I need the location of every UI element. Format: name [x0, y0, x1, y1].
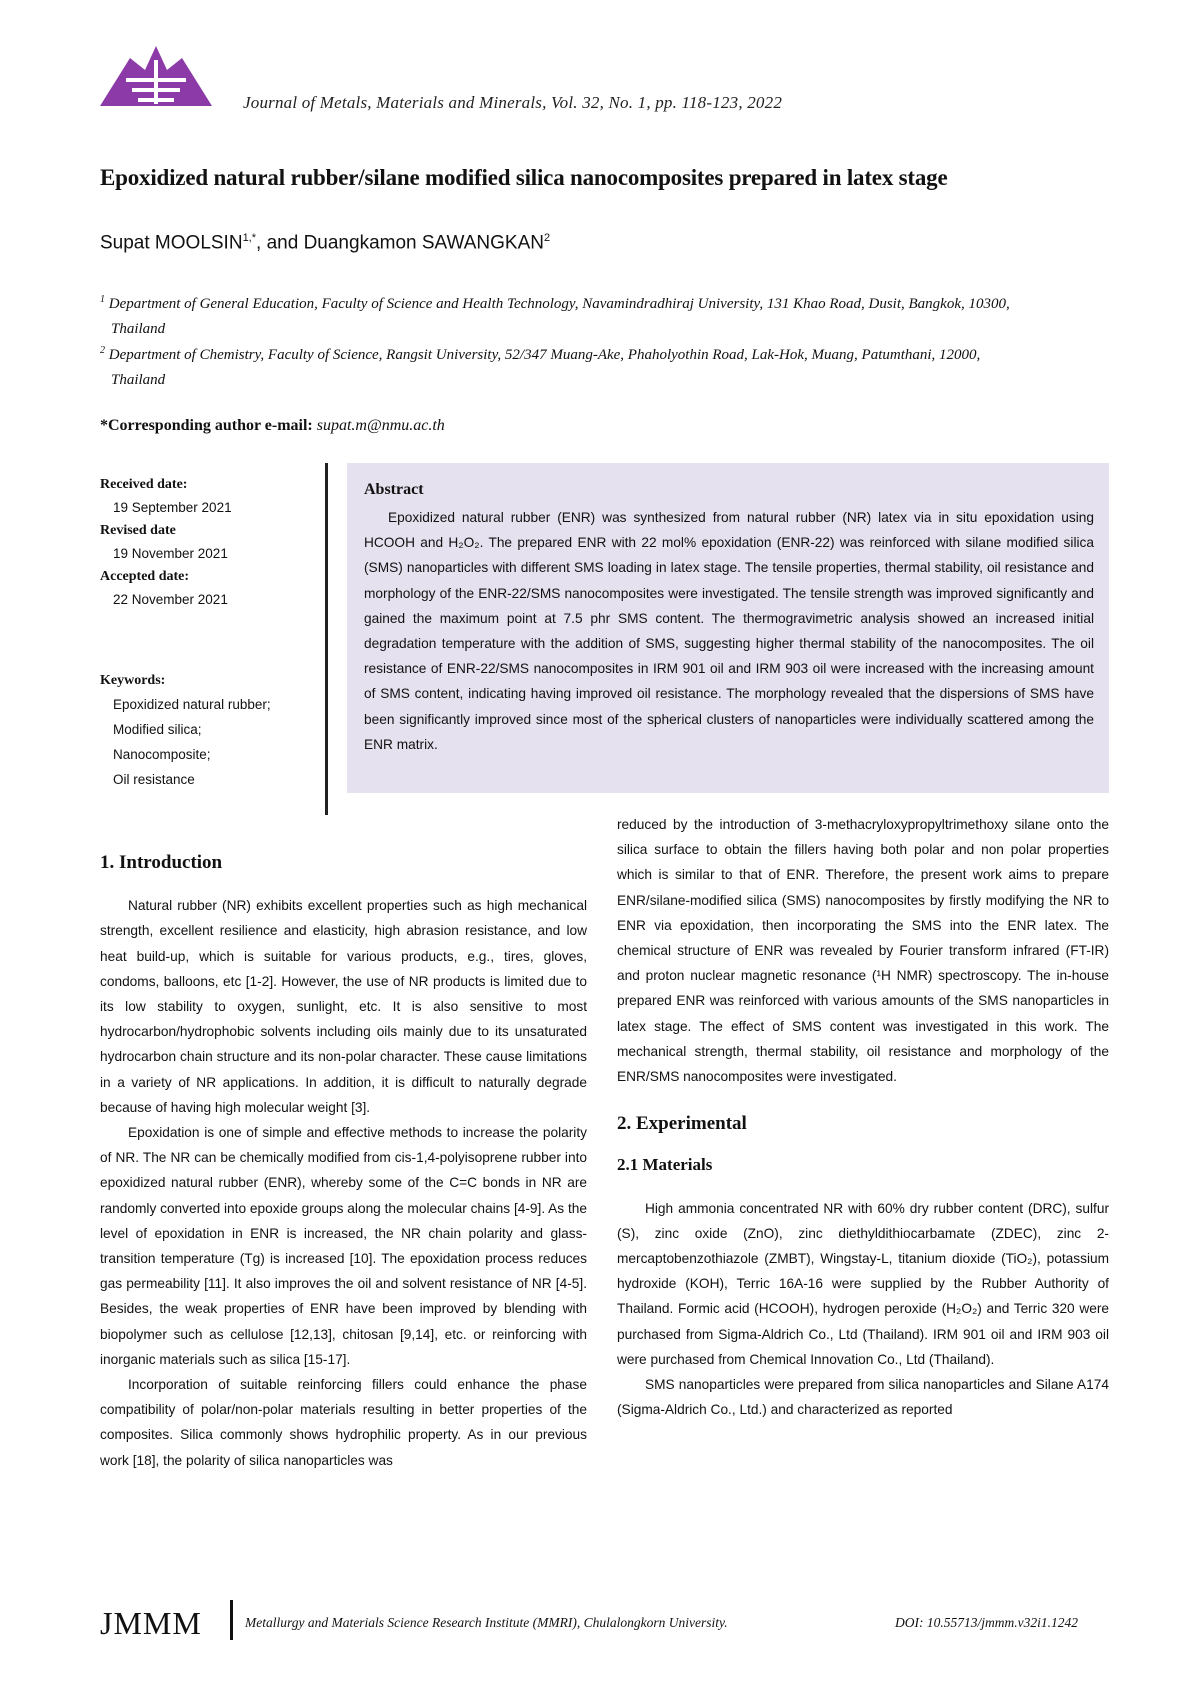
body-paragraph: Natural rubber (NR) exhibits excellent properties such as high mechanical strength, excellent resilience and elasticity, high abrasion resistance, and low heat build-up, which is suitable for various products, e.g., tires, gloves, condoms, balloons, etc [1-2]. However, the use of NR products is limited due to its low stability to oxygen, sunlight, etc. It is also sensitive to most hydrocarbon/hydrophobic solvents including oils mainly due to its unsaturated hydrocarbon chain structure and its non-polar character. These cause limitations in a variety of NR applications. In addition, it is difficult to naturally degrade because of having high molecular weight [3]. [100, 898, 587, 1115]
author-separator: , and [256, 232, 304, 254]
affiliation: $^2$ Department of Chemistry, Faculty of Science, Rangsit University, 52/347 Muang-Ake, Phaholyothin Road, Lak-Hok, Muang, Patumthani, 12000, Thailand [100, 345, 981, 388]
footer-institute: Metallurgy and Materials Science Research Institute (MMRI), Chulalongkorn University. [245, 1615, 728, 1630]
body-paragraph: Epoxidation is one of simple and effective methods to increase the polarity of NR. The NR can be chemically modified from cis-1,4-polyisoprene rubber into epoxidized natural rubber (ENR), whereby some of the C=C bonds in NR are randomly converted into epoxide groups along the molecular chains [4-9]. As the level of epoxidation in ENR is increased, the NR chain polarity and glass-transition temperature (Tg) is increased [10]. The epoxidation process reduces gas permeability [11]. It also improves the oil and solvent resistance of NR [4-5]. Besides, the weak properties of ENR have been improved by blending with biopolymer such as cellulose [12,13], chitosan [9,14], etc. or reinforcing with inorganic materials such as silica [15-17]. [100, 1125, 587, 1367]
author-list [100, 232, 550, 254]
corresponding-author: *Corresponding author e-mail: supat.m@nmu.ac.th [100, 417, 445, 434]
abstract-box [347, 463, 1109, 793]
accepted-label: Accepted date: [100, 569, 190, 584]
keyword-item: Epoxidized natural rubber; [113, 697, 271, 712]
keywords [100, 670, 310, 792]
footer-divider [230, 1600, 233, 1640]
footer-brand: JMMM [100, 1605, 202, 1641]
body-paragraph: Incorporation of suitable reinforcing fillers could enhance the phase compatibility of polar/non-polar materials resulting in better properties of the composites. Silica commonly shows hydrophilic property. As in our previous work [18], the polarity of silica nanoparticles was [100, 1377, 587, 1468]
affiliation: $^1$ Department of General Education, Faculty of Science and Health Technology, Navamindradhiraj University, 131 Khao Road, Dusit, Bangkok, 10300, Thailand [100, 294, 1010, 337]
body-right-column [617, 812, 1109, 1422]
keyword-item: Modified silica; [113, 722, 202, 737]
body-paragraph: SMS nanoparticles were prepared from silica nanoparticles and Silane A174 (Sigma-Aldrich Co., Ltd.) and characterized as reported [617, 1377, 1109, 1418]
accepted-date: 22 November 2021 [113, 592, 228, 607]
author-name: Duangkamon SAWANGKAN [303, 232, 544, 254]
journal-logo [100, 40, 212, 114]
article-title: Epoxidized natural rubber/silane modified silica nanocomposites prepared in latex stage [100, 165, 948, 190]
body-paragraph: High ammonia concentrated NR with 60% dry rubber content (DRC), sulfur (S), zinc oxide (ZnO), zinc diethyldithiocarbamate (ZDEC), zinc 2-mercaptobenzothiazole (ZMBT), Wingstay-L, titanium dioxide (TiO₂), potassium hydroxide (KOH), Terric 16A-16 were supplied by the Rubber Authority of Thailand. Formic acid (HCOOH), hydrogen peroxide (H₂O₂) and Terric 320 were purchased from Sigma-Aldrich Co., Ltd (Thailand). IRM 901 oil and IRM 903 oil were purchased from Chemical Innovation Co., Ltd (Thailand). [617, 1200, 1109, 1367]
received-date: 19 September 2021 [113, 500, 232, 515]
keywords-label: Keywords: [100, 673, 166, 688]
article-dates [100, 474, 310, 612]
revised-label: Revised date [100, 523, 176, 538]
body-paragraph: reduced by the introduction of 3-methacryloxypropyltrimethoxy silane onto the silica surface to obtain the fillers having both polar and non polar properties which is similar to that of ENR. Therefore, the present work aims to prepare ENR/silane-modified silica (SMS) nanocomposites by firstly modifying the NR to ENR via epoxidation, then incorporating the SMS into the ENR latex. The chemical structure of ENR was revealed by Fourier transform infrared (FT-IR) and proton nuclear magnetic resonance (¹H NMR) spectroscopy. The in-house prepared ENR was reinforced with various amounts of the SMS nanoparticles in latex stage. The effect of SMS content was investigated in this work. The mechanical strength, thermal stability, oil resistance and morphology of the ENR/SMS nanocomposites were investigated. [617, 817, 1109, 1085]
subsection-heading: 2.1 Materials [617, 1155, 713, 1175]
revised-date: 19 November 2021 [113, 546, 228, 561]
footer-doi[interactable]: DOI: 10.55713/jmmm.v32i1.1242 [895, 1615, 1078, 1630]
body-left-column [100, 850, 587, 1473]
author-email-link[interactable]: supat.m@nmu.ac.th [316, 417, 445, 434]
keyword-item: Nanocomposite; [113, 747, 211, 762]
section-heading: 2. Experimental [617, 1113, 747, 1135]
journal-citation: Journal of Metals, Materials and Minerals, Vol. 32, No. 1, pp. 118-123, 2022 [243, 93, 783, 112]
keyword-item: Oil resistance [113, 772, 195, 787]
author-affiliation-mark: 2 [543, 232, 551, 244]
author-affiliation-mark: 1,* [242, 232, 257, 244]
divider-line [325, 463, 328, 815]
author-name: Supat MOOLSIN [100, 232, 243, 254]
abstract-text: Epoxidized natural rubber (ENR) was synthesized from natural rubber (NR) latex via in situ epoxidation using HCOOH and H₂O₂. The prepared ENR with 22 mol% epoxidation (ENR-22) was reinforced with silane modified silica (SMS) nanoparticles with different SMS loading in latex stage. The tensile properties, thermal stability, oil resistance and morphology of the ENR-22/SMS nanocomposites were investigated. The tensile strength was improved significantly and gained the maximum point at 7.5 phr SMS content. The thermogravimetric analysis showed an increased initial degradation temperature with the addition of SMS, suggesting higher thermal stability of the nanocomposites. The oil resistance of ENR-22/SMS nanocomposites in IRM 901 oil and IRM 903 oil were increased with the increasing amount of SMS content, indicating having improved oil resistance. The morphology revealed that the dispersions of SMS have been significantly improved since most of the spherical clusters of nanoparticles were individually scattered among the ENR matrix. [364, 510, 1094, 752]
section-heading: 1. Introduction [100, 852, 223, 873]
mountain-logo-icon [100, 40, 212, 114]
abstract-heading: Abstract [364, 481, 424, 498]
received-label: Received date: [100, 477, 188, 492]
